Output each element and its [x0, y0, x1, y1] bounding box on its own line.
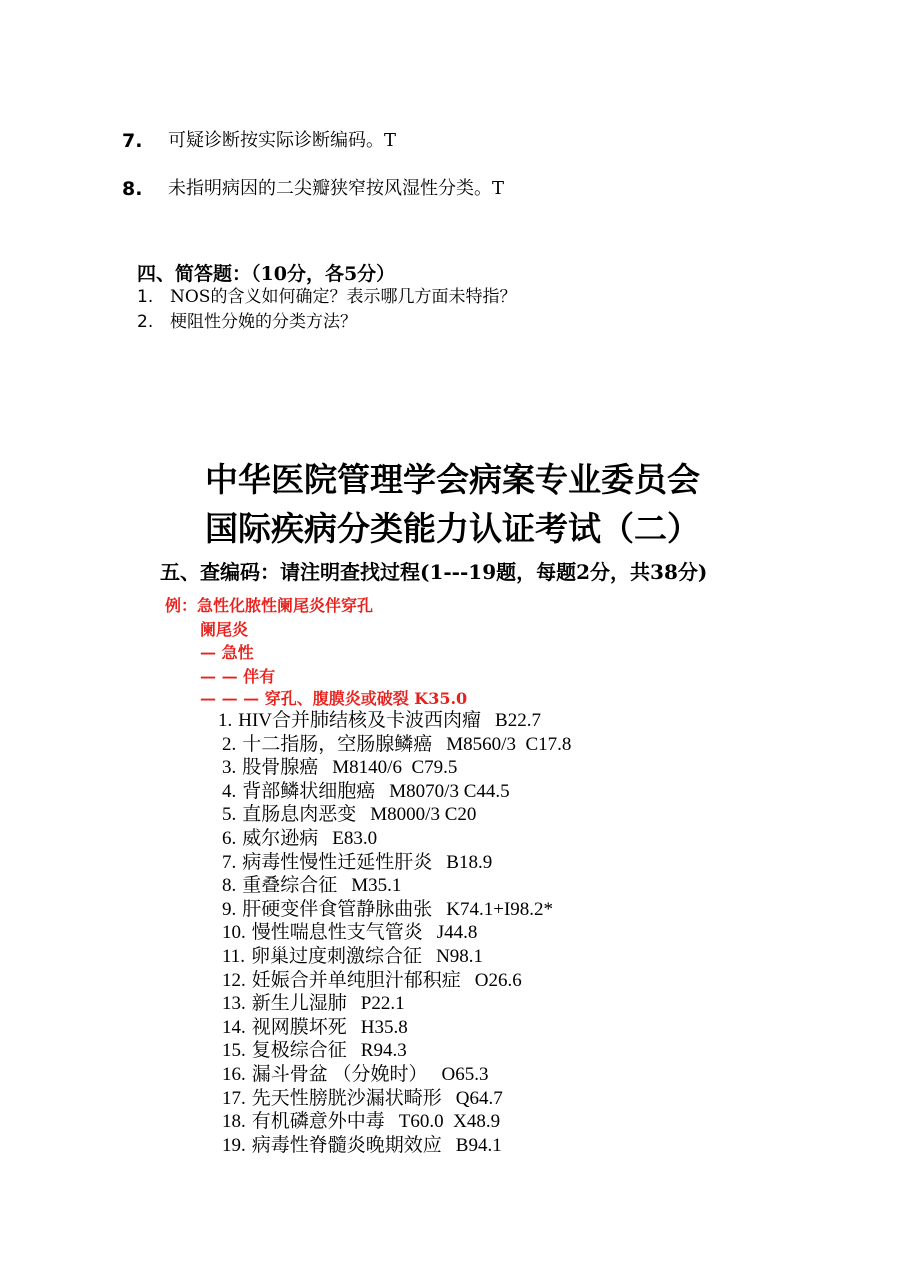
- answer-term: 有机磷意外中毒: [251, 1111, 385, 1132]
- answer-term: HIV合并肺结核及卡波西肉瘤: [238, 710, 482, 731]
- answer-code: O26.6: [474, 970, 522, 991]
- answer-number: 12.: [222, 970, 246, 991]
- answer-code: B22.7: [495, 710, 541, 731]
- short-answer-number: 2.: [137, 312, 154, 332]
- answer-number: 4.: [222, 781, 237, 802]
- answer-number: 8.: [222, 875, 237, 896]
- answer-code: M8070/3 C44.5: [389, 781, 510, 802]
- answer-code: H35.8: [360, 1017, 408, 1038]
- answer-code: T60.0 X48.9: [398, 1111, 501, 1132]
- answer-row: [222, 803, 476, 827]
- answer-term: 肝硬变伴食管静脉曲张: [242, 899, 433, 920]
- answer-term: 妊娠合并单纯胆汁郁积症: [251, 970, 461, 991]
- answer-term: 复极综合征: [251, 1040, 347, 1061]
- short-answer-text: NOS的含义如何确定？表示哪几方面未特指？: [170, 287, 517, 307]
- answer-row: [222, 1039, 407, 1063]
- answer-code: M35.1: [351, 875, 402, 896]
- answer-row: [222, 874, 401, 898]
- exam-title-line1: 中华医院管理学会病案专业委员会: [205, 460, 700, 499]
- exam-title-line2: 国际疾病分类能力认证考试（二）: [205, 509, 700, 548]
- answer-code: B94.1: [455, 1135, 502, 1156]
- answer-row: [222, 992, 405, 1016]
- answer-term: 先天性膀胱沙漏状畸形: [251, 1088, 442, 1109]
- example-line4: — — 伴有: [200, 667, 276, 686]
- answer-row: [218, 709, 541, 733]
- answer-row: [222, 733, 571, 757]
- answer-code: O65.3: [441, 1064, 489, 1085]
- answer-number: 7.: [222, 852, 237, 873]
- answer-number: 17.: [222, 1088, 246, 1109]
- answer-row: [222, 1063, 489, 1087]
- answer-code: E83.0: [332, 828, 378, 849]
- answer-code: Q64.7: [455, 1088, 503, 1109]
- answer-term: 病毒性脊髓炎晚期效应: [251, 1135, 442, 1156]
- tf-item-number: 7.: [122, 130, 143, 152]
- answer-number: 3.: [222, 757, 237, 778]
- answer-number: 19.: [222, 1135, 246, 1156]
- answer-code: M8140/6 C79.5: [332, 757, 458, 778]
- answer-row: [222, 1110, 500, 1134]
- answer-code: N98.1: [436, 946, 484, 967]
- tf-item-number: 8.: [122, 178, 143, 200]
- short-answer-text: 梗阻性分娩的分类方法？: [170, 312, 357, 332]
- answer-number: 15.: [222, 1040, 246, 1061]
- answer-term: 卵巢过度刺激综合征: [251, 946, 423, 967]
- answer-code: K74.1+I98.2*: [446, 899, 554, 920]
- answer-number: 1.: [218, 710, 233, 731]
- example-line3: — 急性: [200, 643, 254, 662]
- answer-row: [222, 969, 522, 993]
- tf-item-text: 可疑诊断按实际诊断编码。T: [168, 130, 397, 151]
- answer-row: [222, 756, 457, 780]
- answer-row: [222, 851, 492, 875]
- answer-row: [222, 1087, 503, 1111]
- section4-heading: 四、简答题：（10分，各5分）: [137, 263, 396, 285]
- answer-term: 直肠息肉恶变: [242, 804, 357, 825]
- tf-item-text: 未指明病因的二尖瓣狭窄按风湿性分类。T: [168, 178, 505, 199]
- answer-code: M8560/3 C17.8: [446, 734, 572, 755]
- answer-code: J44.8: [436, 922, 478, 943]
- example-line1: 例：急性化脓性阑尾炎伴穿孔: [165, 596, 374, 615]
- answer-row: [222, 898, 553, 922]
- answer-code: P22.1: [360, 993, 405, 1014]
- answer-number: 6.: [222, 828, 237, 849]
- answer-code: B18.9: [446, 852, 493, 873]
- answer-term: 股骨腺癌: [242, 757, 319, 778]
- answer-code: M8000/3 C20: [370, 804, 477, 825]
- answer-row: [222, 945, 483, 969]
- answer-term: 慢性喘息性支气管炎: [251, 922, 423, 943]
- answer-row: [222, 921, 477, 945]
- short-answer-number: 1.: [137, 287, 154, 307]
- answer-row: [222, 780, 510, 804]
- answer-number: 9.: [222, 899, 237, 920]
- answer-number: 11.: [222, 946, 246, 967]
- answer-number: 10.: [222, 922, 246, 943]
- answer-number: 18.: [222, 1111, 246, 1132]
- answer-number: 2.: [222, 734, 237, 755]
- example-line5: — — — 穿孔、腹膜炎或破裂 K35.0: [200, 689, 468, 708]
- answer-term: 病毒性慢性迁延性肝炎: [242, 852, 433, 873]
- answer-row: [222, 827, 377, 851]
- section5-heading: 五、查编码：请注明查找过程(1---19题，每题2分，共38分): [160, 560, 708, 584]
- answer-number: 5.: [222, 804, 237, 825]
- answer-row: [222, 1016, 408, 1040]
- answer-term: 重叠综合征: [242, 875, 338, 896]
- answer-code: R94.3: [360, 1040, 407, 1061]
- example-line2: 阑尾炎: [200, 620, 249, 639]
- answer-number: 16.: [222, 1064, 246, 1085]
- answer-term: 新生儿湿肺: [251, 993, 347, 1014]
- answer-term: 十二指肠，空肠腺鳞癌: [242, 734, 433, 755]
- answer-term: 威尔逊病: [242, 828, 319, 849]
- answer-term: 视网膜坏死: [251, 1017, 347, 1038]
- answer-term: 背部鳞状细胞癌: [242, 781, 376, 802]
- answer-number: 14.: [222, 1017, 246, 1038]
- answer-number: 13.: [222, 993, 246, 1014]
- answer-term: 漏斗骨盆 （分娩时）: [251, 1064, 428, 1085]
- answer-row: [222, 1134, 502, 1158]
